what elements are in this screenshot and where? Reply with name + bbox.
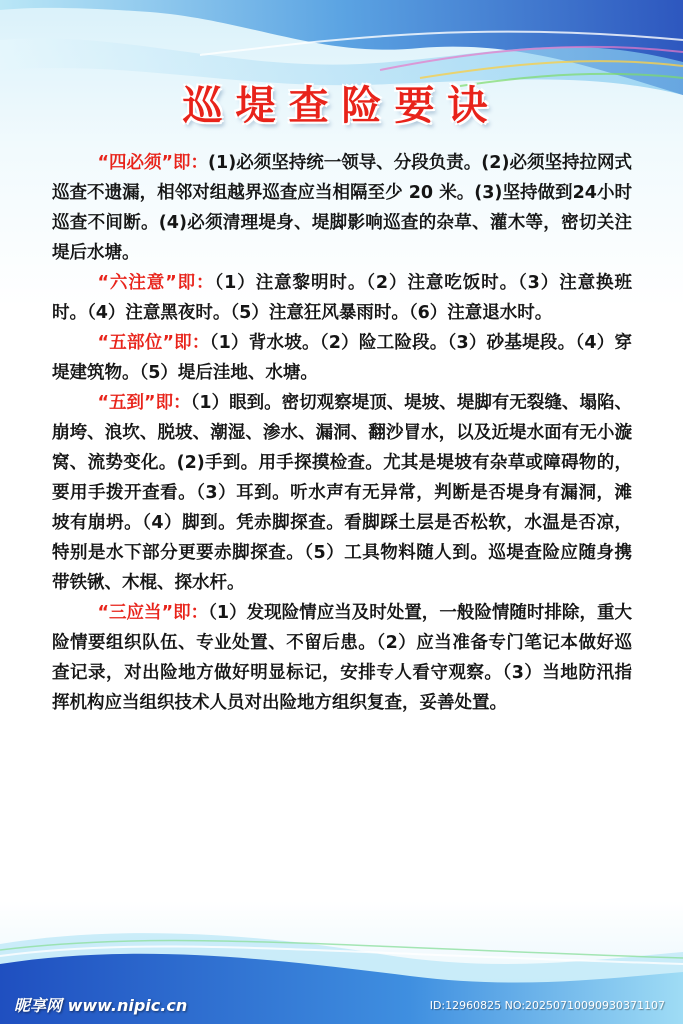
section-label: “五部位”即：: [97, 333, 210, 353]
page-title: 巡堤查险要诀: [182, 83, 501, 129]
section-text: （1）背水坡。（2）险工险段。（3）砂基堤段。（4）穿堤建筑物。（5）堤后洼地、水塘。: [52, 333, 632, 383]
content-body: [52, 148, 632, 718]
section-five-arrivals: [52, 388, 632, 598]
watermark-logo: 昵享网 www.nipic.cn: [14, 996, 188, 1015]
section-five-locations: [52, 328, 632, 388]
section-three-shoulds: [52, 598, 632, 718]
section-four-musts: [52, 148, 632, 268]
section-text: （1）注意黎明时。（2）注意吃饭时。（3）注意换班时。（4）注意黑夜时。（5）注意狂风暴雨时。（6）注意退水时。: [52, 273, 632, 323]
section-label: “六注意”即：: [97, 273, 215, 293]
section-six-cautions: [52, 268, 632, 328]
section-text: （1）发现险情应当及时处置，一般险情随时排除，重大险情要组织队伍、专业处置、不留后患。（2）应当准备专门笔记本做好巡查记录，对出险地方做好明显标记，安排专人看守观察。（3）当地防汛指挥机构应当组织技术人员对出险地方组织复查，妥善处置。: [52, 603, 632, 713]
section-label: “四必须”即：: [97, 153, 209, 173]
section-label: “三应当”即：: [97, 603, 209, 623]
watermark-id: ID:12960825 NO:20250710090930371107: [429, 999, 665, 1012]
section-label: “五到”即：: [97, 393, 191, 413]
section-text: (1)必须坚持统一领导、分段负责。(2)必须坚持拉网式巡查不遗漏，相邻对组越界巡查应当相隔至少 20 米。(3)坚持做到24小时巡查不间断。(4)必须清理堤身、堤脚影响巡查的杂草、灌木等，密切关注堤后水塘。: [52, 153, 632, 263]
section-text: （1）眼到。密切观察堤顶、堤坡、堤脚有无裂缝、塌陷、崩垮、浪坎、脱坡、潮湿、渗水、漏洞、翻沙冒水，以及近堤水面有无小漩窝、流势变化。(2)手到。用手探摸检查。尤其是堤坡有杂草或障碍物的，要用手拨开查看。（3）耳到。听水声有无异常，判断是否堤身有漏洞，滩坡有崩坍。（4）脚到。凭赤脚探查。看脚踩土层是否松软，水温是否凉，特别是水下部分更要赤脚探查。（5）工具物料随人到。巡堤查险应随身携带铁锹、木棍、探水杆。: [52, 393, 632, 593]
